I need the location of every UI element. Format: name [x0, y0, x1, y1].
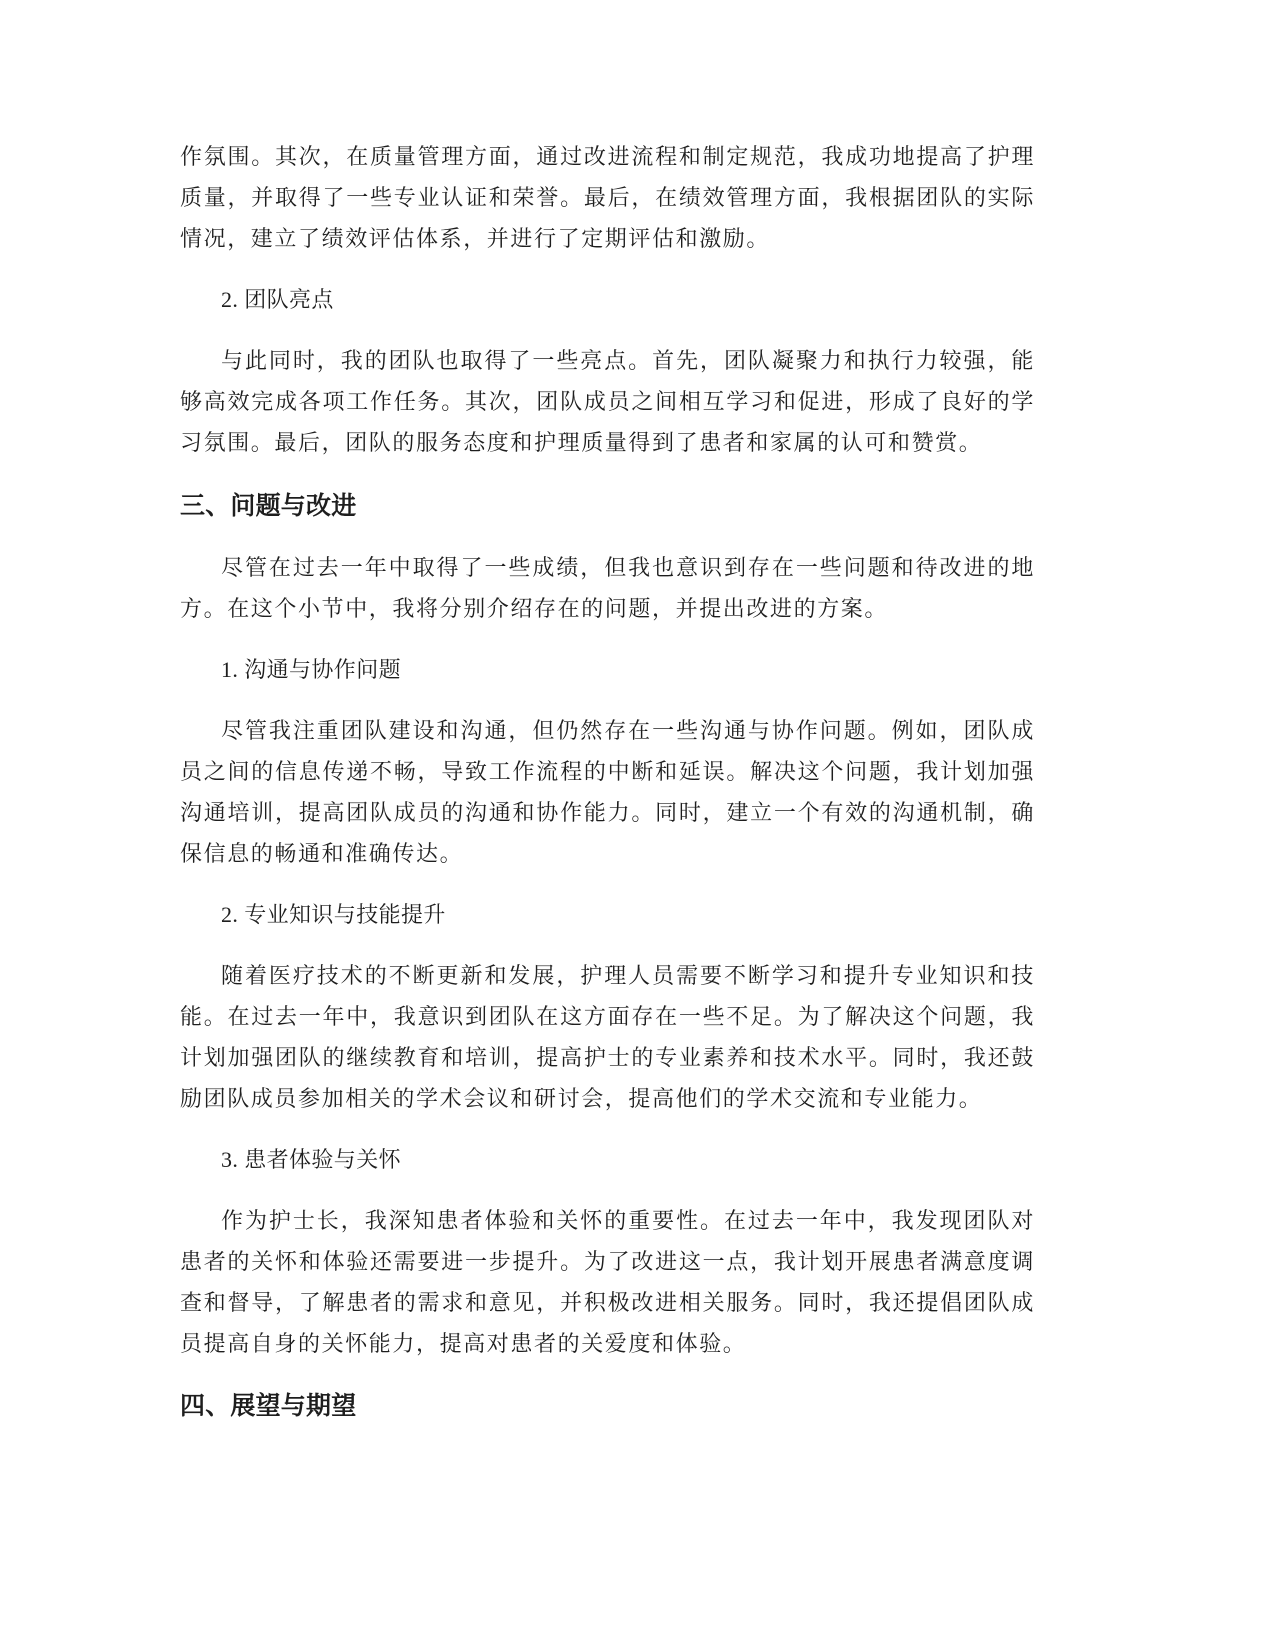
professional-skills-paragraph: 随着医疗技术的不断更新和发展，护理人员需要不断学习和提升专业知识和技能。在过去一年中，我意识到团队在这方面存在一些不足。为了解决这个问题，我计划加强团队的继续教育和培训，提高护士的专业素养和技术水平。同时，我还鼓励团队成员参加相关的学术会议和研讨会，提高他们的学术交流和专业能力。 [180, 963, 1035, 1111]
patient-experience-paragraph: 作为护士长，我深知患者体验和关怀的重要性。在过去一年中，我发现团队对患者的关怀和体验还需要进一步提升。为了改进这一点，我计划开展患者满意度调查和督导，了解患者的需求和意见，并积极改进相关服务。同时，我还提倡团队成员提高自身的关怀能力，提高对患者的关爱度和体验。 [180, 1208, 1035, 1356]
team-highlights-paragraph: 与此同时，我的团队也取得了一些亮点。首先，团队凝聚力和执行力较强，能够高效完成各项工作任务。其次，团队成员之间相互学习和促进，形成了良好的学习氛围。最后，团队的服务态度和护理质量得到了患者和家属的认可和赞赏。 [180, 348, 1035, 455]
section-heading-problems-improvements: 三、问题与改进 [180, 492, 357, 520]
communication-paragraph: 尽管我注重团队建设和沟通，但仍然存在一些沟通与协作问题。例如，团队成员之间的信息传递不畅，导致工作流程的中断和延误。解决这个问题，我计划加强沟通培训，提高团队成员的沟通和协作能力。同时，建立一个有效的沟通机制，确保信息的畅通和准确传达。 [180, 718, 1035, 866]
document-page [180, 137, 1035, 1449]
subsection-label-professional-skills: 2. 专业知识与技能提升 [221, 901, 446, 927]
subsection-label-team-highlights: 2. 团队亮点 [221, 286, 334, 312]
continuation-paragraph: 作氛围。其次，在质量管理方面，通过改进流程和制定规范，我成功地提高了护理质量，并取得了一些专业认证和荣誉。最后，在绩效管理方面，我根据团队的实际情况，建立了绩效评估体系，并进行了定期评估和激励。 [180, 144, 1035, 251]
subsection-label-communication: 1. 沟通与协作问题 [221, 656, 402, 682]
subsection-label-patient-experience: 3. 患者体验与关怀 [221, 1146, 402, 1172]
section-heading-outlook: 四、展望与期望 [180, 1393, 357, 1421]
problems-intro-paragraph: 尽管在过去一年中取得了一些成绩，但我也意识到存在一些问题和待改进的地方。在这个小节中，我将分别介绍存在的问题，并提出改进的方案。 [180, 554, 1035, 621]
